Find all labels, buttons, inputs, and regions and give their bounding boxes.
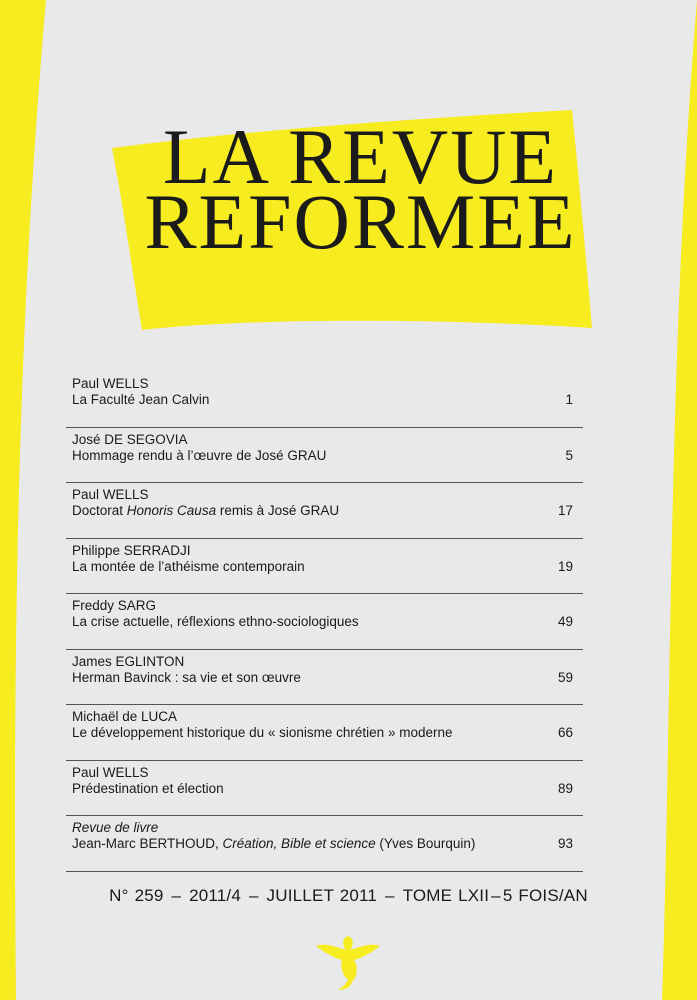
toc-entry [66,483,583,539]
toc-page-number: 89 [557,780,573,796]
toc-entry [66,428,583,484]
toc-author: Michaël de LUCA [72,709,178,724]
toc-author: James EGLINTON [72,653,185,669]
dove-icon [312,932,384,994]
toc-page-number: 1 [565,392,573,407]
toc-entry [66,705,583,761]
issue-volume: 2011/4 [189,886,242,905]
toc-author: Philippe SERRADJI [72,542,191,558]
toc-article-title: Herman Bavinck : sa vie et son œuvre [72,669,301,685]
issue-frequency: 5 FOIS/AN [502,886,588,905]
table-of-contents [66,372,583,872]
toc-page-number: 93 [557,836,573,851]
toc-article-title: Prédestination et élection [72,780,224,796]
toc-article-title: Jean-Marc BERTHOUD, Création, Bible et science (Yves Bourquin) [72,836,476,851]
toc-entry [66,594,583,650]
toc-article-title: La montée de l’athéisme contemporain [72,558,305,574]
issue-number: N° 259 [109,886,164,905]
toc-entry [66,372,583,428]
toc-author: Paul WELLS [72,487,149,502]
toc-page-number: 5 [565,447,573,463]
toc-author: Paul WELLS [72,764,149,780]
toc-entry [66,539,583,595]
toc-author: Paul WELLS [72,376,149,391]
toc-entry [66,650,583,706]
toc-section-label: Revue de livre [72,820,159,835]
journal-title-line2: REFORMEE [144,178,577,265]
toc-article-title: La Faculté Jean Calvin [72,392,210,407]
issue-date: JUILLET 2011 [266,886,378,905]
toc-author: Freddy SARG [72,598,157,613]
toc-author: José DE SEGOVIA [72,431,188,447]
issue-tome: TOME LXII [402,886,490,905]
toc-page-number: 66 [557,725,573,740]
toc-page-number: 19 [557,558,573,574]
toc-entry [66,816,583,872]
toc-entry [66,761,583,817]
toc-article-title: La crise actuelle, réflexions ethno-sociologiques [72,614,359,629]
toc-article-title: Doctorat Honoris Causa remis à José GRAU [72,503,340,518]
toc-page-number: 59 [557,669,573,685]
toc-article-title: Hommage rendu à l’œuvre de José GRAU [72,447,327,463]
toc-page-number: 49 [557,614,573,629]
toc-page-number: 17 [557,503,573,518]
journal-title-line1: LA REVUE [162,113,559,200]
toc-article-title: Le développement historique du « sionisme chrétien » moderne [72,725,453,740]
issue-info: N° 259 – 2011/4 – JUILLET 2011 – TOME LXII – 5 FOIS/AN [109,886,588,905]
